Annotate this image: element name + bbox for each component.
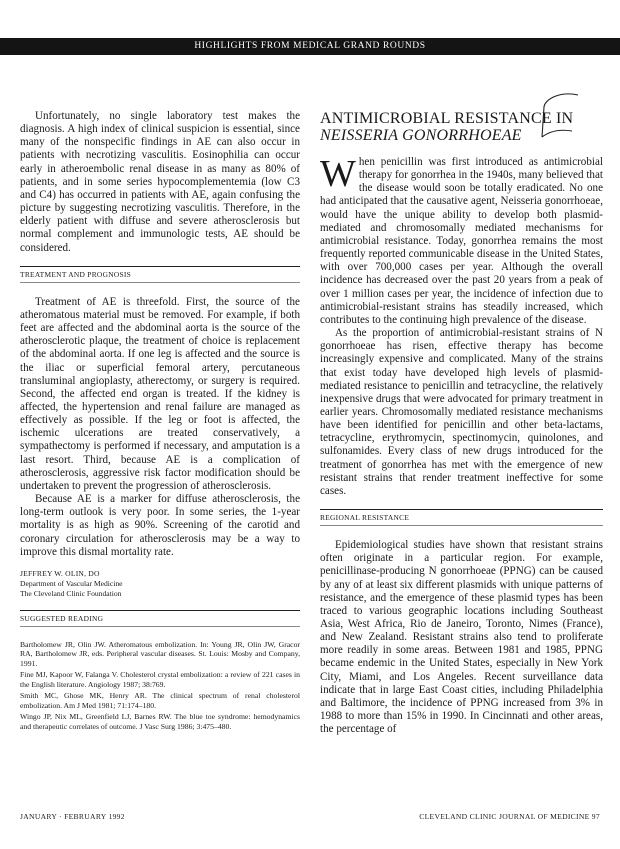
footer-journal: CLEVELAND CLINIC JOURNAL OF MEDICINE 97 <box>419 812 600 821</box>
drop-cap: W <box>320 153 356 195</box>
intro-block <box>320 153 603 327</box>
left-column <box>20 110 300 733</box>
body-paragraph: As the proportion of antimicrobial-resistant strains of N gonorrhoeae has risen, effective therapy has become increasingly expensive and complicated. Many of the strains that exist today have developed high levels of plasmid-mediated resistance to penicillin and tetracycline, the relatively inexpensive drugs that were advocated for primary treatment in earlier years. Chromosomally mediated resistance mechanisms have been identified for penicillin and other beta-lactams, tetracycline, erythromycin, spectinomycin, quinolones, and sulfonamides. Every class of new drugs introduced for the treatment of gonorrhea has met with the emergence of new resistant strains that render treatment ineffective for some cases. <box>320 327 603 497</box>
author-department: Department of Vascular Medicine <box>20 578 123 588</box>
section-banner: HIGHLIGHTS FROM MEDICAL GRAND ROUNDS <box>0 38 620 55</box>
reference-item: Bartholomew JR, Olin JW. Atheromatous embolization. In: Young JR, Olin JW, Gracor RA, Bartholomew JR, eds. Peripheral vascular diseases. St. Louis: Mosby and Company, 1991. <box>20 639 300 668</box>
footer-date: JANUARY · FEBRUARY 1992 <box>20 812 125 821</box>
section-heading-regional: REGIONAL RESISTANCE <box>320 509 603 526</box>
section-heading-reading: SUGGESTED READING <box>20 610 300 627</box>
author-institution: The Cleveland Clinic Foundation <box>20 588 122 598</box>
section-heading-treatment: TREATMENT AND PROGNOSIS <box>20 266 300 283</box>
author-signature <box>20 569 300 599</box>
body-paragraph: Epidemiological studies have shown that resistant strains often originate in a particular region. For example, penicillinase-producing N gonorrhoeae (PPNG) can be caused by any of at least six different plasmids with unique patterns of resistance, and the emergence of these plasmid types has been traced to various geographic locations including Southeast Asia, West Africa, Rio de Janeiro, Toronto, Nimes (France), and New Zealand. Resistant strains also tend to proliferate more readily in some areas. Between 1981 and 1985, PPNG became endemic in the United States, especially in New York City, Miami, and Los Angeles. Recent surveillance data indicate that in large East Coast cities, including Philadelphia and Baltimore, the incidence of PPNG increased from 3% in 1988 to more than 15% in 1990. In Cincinnati and other areas, the percentage of <box>320 539 603 736</box>
body-paragraph: Unfortunately, no single laboratory test makes the diagnosis. A high index of clinical suspicion is essential, since many of the nonspecific findings in AE can also occur in patients with necrotizing vasculitis. Eosinophilia can occur early in atheroembolic renal disease in as many as 80% of patients, and in some series hypocomplementemia (low C3 and C4) has occurred in patients with AE, again confusing the picture by suggesting necrotizing vasculitis. Therefore, in the elderly patient with diffuse and severe atherosclerosis but normal complement and immunologic tests, AE should be considered. <box>20 110 300 254</box>
article-title-line2: NEISSERIA GONORRHOEAE <box>320 127 522 144</box>
reference-item: Fine MJ, Kapoor W, Falanga V. Cholesterol crystal embolization: a review of 221 cases in the English literature. Angiology 1987; 38:769. <box>20 670 300 689</box>
article-title <box>320 110 603 144</box>
article-title-line1: ANTIMICROBIAL RESISTANCE IN <box>320 110 574 127</box>
right-column <box>320 110 603 736</box>
body-paragraph: Treatment of AE is threefold. First, the source of the atheromatous material must be removed. For example, if both feet are affected and the abdominal aorta is the source of the atherosclerotic plaque, the treatment of choice is replacement of the abdominal aorta. If one leg is affected and the source is the iliac or superficial femoral artery, percutaneous transluminal angioplasty, atherectomy, or surgery is required. Second, the affected end organ is treated. If the kidney is affected, the hypertension and renal failure are managed as effectively as possible. If the leg or foot is affected, the ischemic ulcerations are treated conservatively, a sympathectomy is performed if necessary, and amputation is a last resort. Third, because AE is a complication of atherosclerosis, aggressive risk factor modification should be undertaken to prevent the progression of atherosclerosis. <box>20 295 300 492</box>
reference-item: Wingo JP, Nix ML, Greenfield LJ, Barnes RW. The blue toe syndrome: hemodynamics and therapeutic correlates of outcome. J Vasc Surg 1986; 3:475–480. <box>20 712 300 731</box>
reference-item: Smith MC, Ghose MK, Henry AR. The clinical spectrum of renal cholesterol embolization. Am J Med 1981; 71:174–180. <box>20 691 300 710</box>
body-paragraph: hen penicillin was first introduced as antimicrobial therapy for gonorrhea in the 1940s, many believed that the disease would soon be totally eradicated. No one had anticipated that the causative agent, Neisseria gonorrhoeae, would have the unique ability to develop both plasmid-mediated and chromosomally mediated mechanisms for antimicrobial resistance. Today, gonorrhea remains the most frequently reported communicable disease in the United States, with over 700,000 cases per year. Although the overall incidence has decreased over the past 20 years from a peak of over 1 million cases per year, the incidence of infection due to antimicrobial-resistant strains has steadily increased, which contributes to the continuing high prevalence of the disease. <box>320 156 603 326</box>
author-name: JEFFREY W. OLIN, DO <box>20 568 100 578</box>
body-paragraph: Because AE is a marker for diffuse atherosclerosis, the long-term outlook is very poor. In some series, the 1-year mortality is as high as 90%. Screening of the carotid and coronary circulation for atherosclerosis may be a way to improve this dismal mortality rate. <box>20 493 300 558</box>
